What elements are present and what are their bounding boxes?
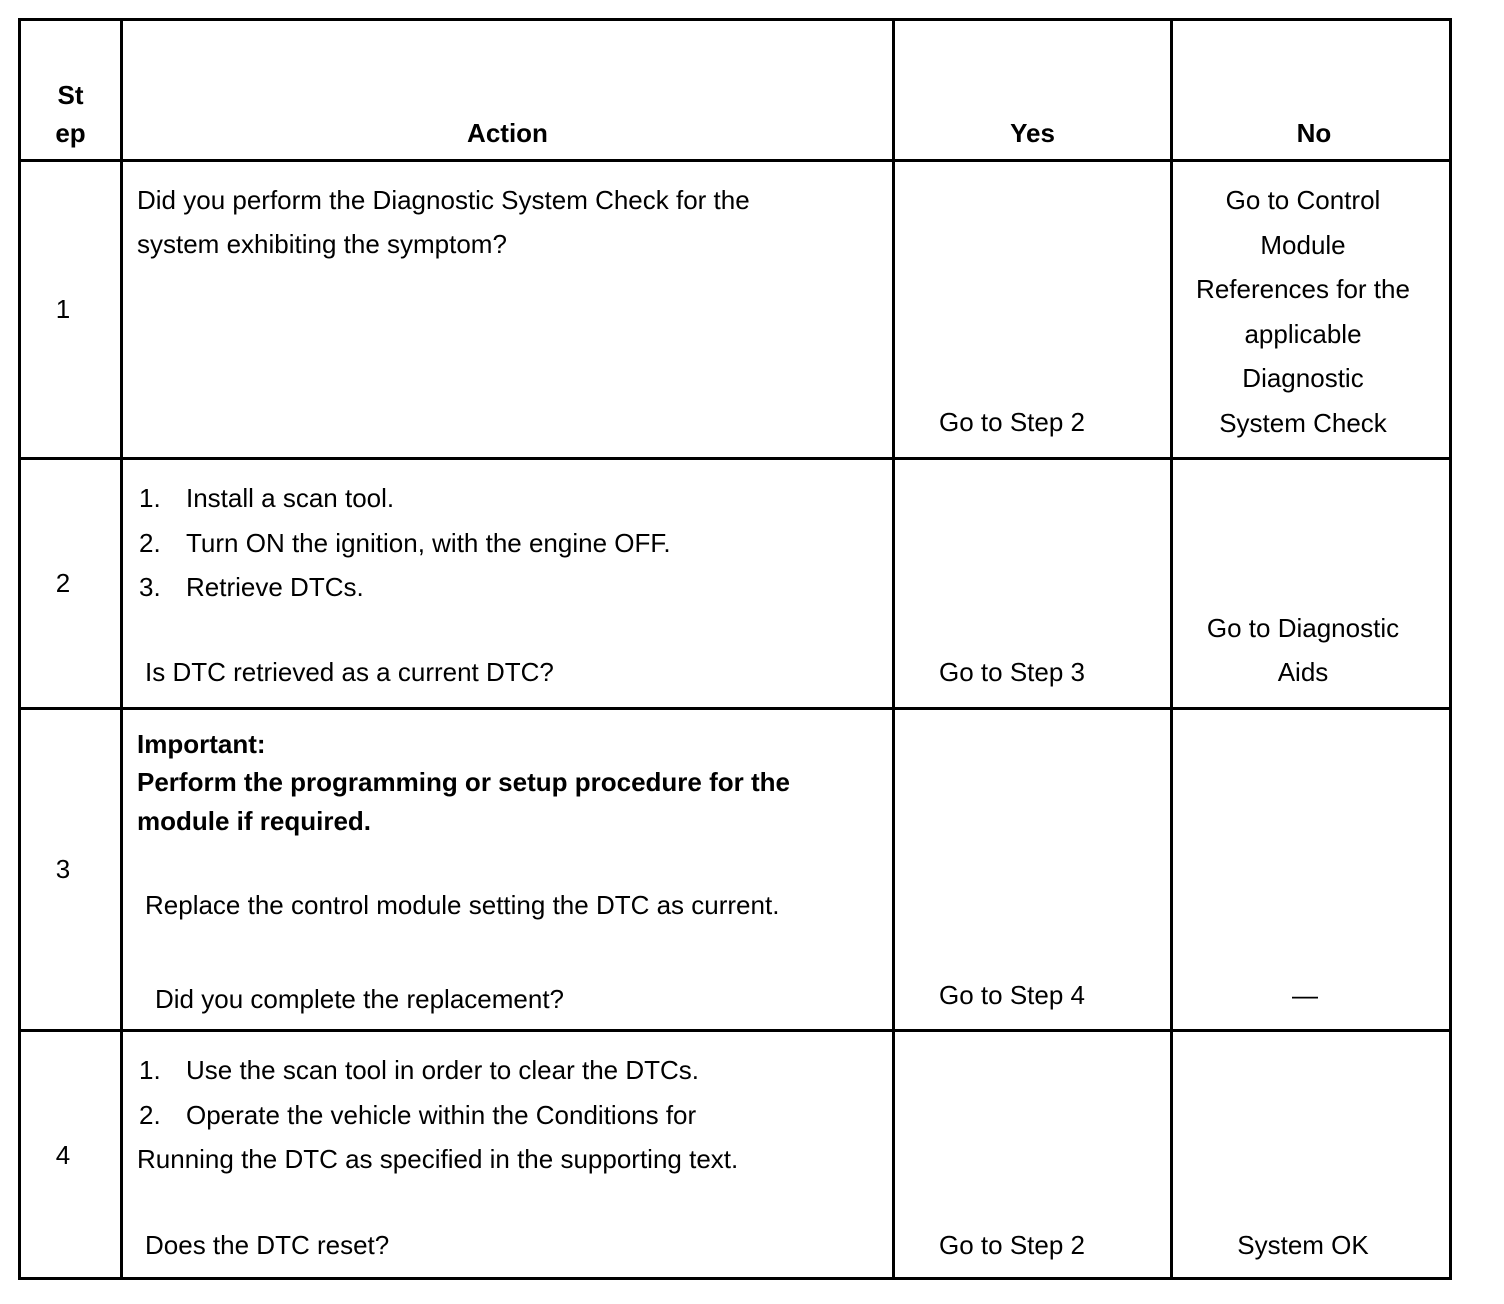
column-divider [892, 21, 895, 1277]
important-line-2: module if required. [137, 806, 372, 836]
important-line-1: Perform the programming or setup procedure for the [137, 767, 790, 797]
row-4-yes: Go to Step 2 [939, 1230, 1085, 1260]
row-3-step: 3 [55, 854, 71, 884]
row-2-question: Is DTC retrieved as a current DTC? [145, 657, 554, 687]
list-number: 2. [139, 1099, 161, 1130]
list-text: Install a scan tool. [186, 483, 395, 513]
list-number: 1. [139, 483, 161, 513]
list-item [139, 565, 671, 610]
row-divider [21, 457, 1449, 460]
row-divider [21, 1029, 1449, 1032]
row-2-action-list [139, 476, 671, 610]
list-text: Operate the vehicle within the Conditions for [186, 1099, 697, 1130]
header-action: Action [467, 118, 548, 148]
list-item [139, 476, 671, 521]
list-item [139, 1093, 699, 1138]
header-step [21, 76, 120, 152]
row-2-yes: Go to Step 3 [939, 657, 1085, 687]
row-1-action-line-2: system exhibiting the symptom? [137, 229, 507, 259]
row-divider [21, 707, 1449, 710]
list-text: Use the scan tool in order to clear the DTCs. [186, 1055, 700, 1085]
row-4-no: System OK [1237, 1230, 1369, 1260]
row-1-no [1173, 178, 1433, 445]
diagnostic-table [18, 18, 1452, 1280]
row-3-no: — [1292, 980, 1318, 1010]
row-3-instruction: Replace the control module setting the DTC as current. [145, 890, 780, 920]
column-divider [120, 21, 123, 1277]
list-number: 1. [139, 1055, 161, 1085]
row-2-no [1173, 606, 1433, 694]
row-1-yes: Go to Step 2 [939, 407, 1085, 437]
row-1-no-line: System Check [1219, 407, 1387, 438]
row-2-no-line: Aids [1277, 657, 1329, 687]
row-3-yes: Go to Step 4 [939, 980, 1085, 1010]
row-1-no-line: Diagnostic [1242, 363, 1364, 393]
header-no: No [1296, 118, 1332, 148]
header-step-line-2: ep [55, 118, 86, 148]
row-4-step: 4 [55, 1140, 71, 1170]
row-2-no-line: Go to Diagnostic [1206, 613, 1400, 643]
row-1-action-line-1: Did you perform the Diagnostic System Check for the [137, 185, 750, 215]
list-text: Retrieve DTCs. [186, 572, 364, 602]
list-item [139, 1048, 699, 1093]
row-4-action-list [139, 1048, 699, 1137]
row-1-no-line: applicable [1244, 318, 1362, 349]
header-step-line-1: St [57, 80, 84, 110]
row-3-question: Did you complete the replacement? [155, 984, 565, 1014]
list-number: 3. [139, 572, 161, 602]
row-4-question: Does the DTC reset? [145, 1230, 390, 1260]
list-text: Turn ON the ignition, with the engine OFF. [186, 527, 671, 558]
list-number: 2. [139, 527, 161, 558]
header-yes: Yes [1010, 118, 1055, 148]
important-label: Important: [137, 729, 266, 759]
row-1-step: 1 [55, 294, 71, 324]
row-1-no-line: References for the [1196, 274, 1410, 304]
row-divider [21, 159, 1449, 162]
row-1-no-line: Go to Control [1225, 185, 1381, 215]
row-4-continuation: Running the DTC as specified in the supporting text. [137, 1144, 739, 1174]
list-item [139, 521, 671, 566]
row-2-step: 2 [55, 568, 71, 598]
row-1-no-line: Module [1260, 229, 1346, 260]
